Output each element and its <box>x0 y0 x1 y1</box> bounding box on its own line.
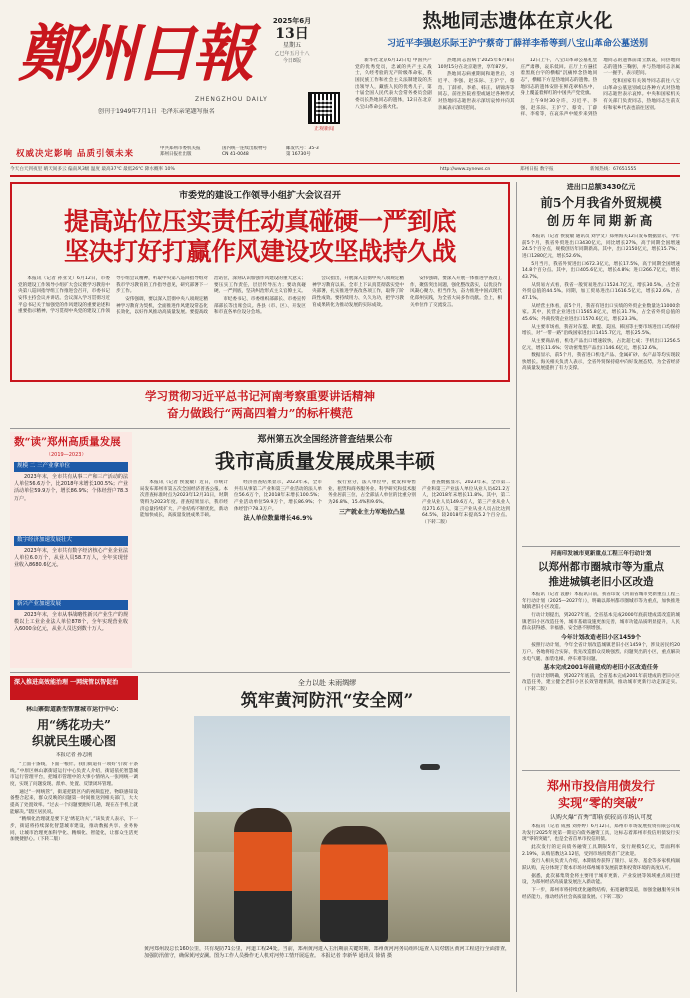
trade-p: 从经营主体看，前5个月，我省有进出口实绩的外贸企业数量达11000余家。其中，民营企业进出口1565.8亿元，增长31.7%，占全省外贸总值的45.6%；外商投资企业进出口1570.6亿元，增长23.3%。 <box>522 303 680 322</box>
sidebar-sec-text: 2023年末，全市共有数字经济核心产业企业法人单位6.0万个，从业人员58.7万人，全年实现营业收入8680.6亿元。 <box>14 547 128 569</box>
top-story <box>355 8 680 160</box>
invest-p: 发行人相关负责人介绍，本期债券获得了银行、证券、基金等多家机构踊跃认购，充分体现了资本市场对郑州城市发展前景和投资环境的高度认可。 <box>522 859 680 871</box>
theme-banner <box>10 388 510 426</box>
qr-code[interactable] <box>308 92 340 124</box>
masthead-title: 鄭州日報 <box>18 18 251 90</box>
issue-day: 13日 <box>275 26 309 43</box>
trade-p: 从主要市场看，我省对东盟、欧盟、美国、韩国等主要市场进出口均保持增长，对“一带一路”沿线国家进出口1415.7亿元，增长25.5%。 <box>522 324 680 337</box>
trade-p: 本报讯（记者 侯爱敏 通讯员 刘学文）郑州海关12日发布数据显示，今年前5个月，我省外贸进出口3430亿元，同比增长27%，高于同期全国增速24.5个百分点，规模创历年同期新高。其中，出口2150亿元，增长15.7%；进口1280亿元，增长52.6%。 <box>522 234 680 259</box>
census-p: 普查数据显示，2023年末，全市第二产业和第三产业法人单位从业人员421.2万人，比2018年末增长11.8%。其中，第二产业从业人员149.6万人，第三产业从业人员271.6万人，第三产业从业人员占比达到64.5%，较2018年末提高5.2个百分点。（下转二版） <box>422 480 510 525</box>
trade-p: 5月当月，我省外贸进出口672.3亿元，增长17.5%，高于同期全国增速14.8个百分点。其中，出口405.6亿元，增长4.8%；进口266.7亿元，增长43.7%。 <box>522 261 680 280</box>
lead-kicker: 市委党的建设工作领导小组扩大会议召开 <box>178 191 341 201</box>
census-p: 按行业分，法人单位中，批发和零售业、租赁和商务服务业、科学研究和技术服务业居前三位，占全部法人单位的比重分别为26.8%、15.4%和9.6%。 <box>328 480 416 505</box>
governance-banner-text: 深入推进高效能治理 一网统管以智促治 <box>14 679 119 686</box>
top-p: 上午9时30分许，习近平、李强、赵乐际、王沪宁、蔡奇、丁薛祥、李希等，在哀乐声中缓步来到热地同志的遗体前肃立默哀，向热地同志的遗体三鞠躬，并与热地同志亲属一一握手，表示慰问。 <box>520 58 680 118</box>
invest-subhead: 认购火爆“首秀”即斩获较高市场认可度 <box>549 814 653 821</box>
lead-body <box>18 276 502 376</box>
worker-1 <box>234 808 292 942</box>
weather-bar <box>10 165 680 174</box>
issue-weekday: 星期五 <box>282 42 301 50</box>
inscription: 毛泽东亲笔题写报名 <box>160 108 215 115</box>
issue-lunar: 乙巳年五月十八 <box>274 50 310 57</box>
invest-p: 下一步，郑州市将持续优化融资结构，拓宽融资渠道，加强金融服务实体经济能力，推动经济社会高质量发展。（下转二版） <box>522 887 680 900</box>
governance-p: 通过“一网统管”，街道把辖区内的视频监控、物联感知设备整合起来，群众反映的问题第一时间推送到相关部门，大大提高了处置效率。“过去一个问题要跑好几趟，现在在手机上就能解决。”辖区居民说。 <box>10 789 138 815</box>
founded-date: 创刊于1949年7月1日 <box>98 108 157 115</box>
governance-story <box>10 676 138 992</box>
publisher: 中共郑州市委机关报 郑州日报社出版 <box>160 146 201 157</box>
website-link[interactable]: http://www.zynews.cn <box>440 167 491 172</box>
sidebar-sec <box>14 600 128 635</box>
governance-byline: 本报记者 孙志刚 <box>55 752 93 758</box>
worker-2 <box>320 826 388 942</box>
invest-p: 据悉，此次募集资金将主要用于城市更新、产业发展等领域重点项目建设，为郑州经济高质量发展注入新动能。 <box>522 873 680 886</box>
renovation-body <box>522 592 680 766</box>
census-p: 经济普查结果显示，2023年末，全市共有从事第二产业和第三产业活动的法人单位56.6万个，比2018年末增长100.5%；产业活动单位59.9万个，增长86.9%；个体经营户78.3万户。 <box>234 480 322 512</box>
census-kicker: 郑州第五次全国经济普查结果公布 <box>257 435 393 445</box>
lead-headline-1: 提高站位压实责任动真碰硬一严到底 <box>63 207 456 236</box>
trade-story <box>522 182 680 544</box>
invest-headline-2: 实现“零的突破” <box>558 796 644 810</box>
digital-edition[interactable]: 郑州日报 数字报 <box>520 167 554 172</box>
renovation-p: 本报讯（记者 袁静）本报讯日前，我省印发《河南省城市更新重点工程三年行动计划（2025—2027年）》，明确以郑州都市圈城市等为重点，加快推进城镇老旧小区改造。 <box>522 592 680 611</box>
invest-story <box>522 774 680 992</box>
governance-body <box>10 762 138 990</box>
renovation-headline-2: 推进城镇老旧小区改造 <box>548 576 654 588</box>
sidebar-sec-head: 规模 二 三产业拿单位 <box>14 462 128 472</box>
renovation-p: 行动计划提出，到2027年底，全省基本完成2000年底前建成需改造的城镇老旧小区改造任务，城市基础设施更加完善，城市功能品质明显提升，人民群众获得感、幸福感、安全感不断增强。 <box>522 612 680 632</box>
invest-headline-1: 郑州市投信用债发行 <box>546 779 655 793</box>
top-p: 热地同志因病于2025年6月8日10时15分在北京逝世，享年87岁。 <box>437 58 515 70</box>
trade-headline-2: 创历年同期新高 <box>546 213 656 228</box>
top-p: 12日上午，八宝山革命公墓礼堂庄严肃穆，哀乐低回。正厅上方悬挂着黑底白字的横幅“沉痛悼念热地同志”，横幅下方是热地同志的遗像。热地同志的遗体安卧在鲜花翠柏丛中，身上覆盖着鲜红的中国共产党党旗。 <box>520 58 598 97</box>
trade-headline-1: 前5个月我省外贸规模 <box>540 195 662 210</box>
flood-story <box>144 676 510 992</box>
issue-pages: 今日8版 <box>282 58 302 65</box>
trade-kicker: 进出口总额3430亿元 <box>566 183 636 191</box>
governance-p: “精细化治理就是要下足‘绣花功夫’。”该负责人表示，下一步，街道将持续深化智慧城市建设，推动数据共享、业务协同，让城市治理更加科学化、精细化、智能化，让群众生活更加便捷舒心。（下转二版） <box>10 817 138 843</box>
lead-p: 会议指出，开展深入贯彻中央八项规定精神学习教育以来，全市上下认真贯彻落实党中央部署，扎实推进学查改各项工作，取得了阶段性成效。要持续用力、久久为功，把学习教育成果转化为推动发展的实际成效。 <box>312 276 404 308</box>
top-headline: 热地同志遗体在京火化 <box>422 10 613 32</box>
renovation-kicker: 河南印发城市更新重点工程三年行动计划 <box>550 551 652 557</box>
governance-p: “上面千条线，下面一根针。我们街道有一项好‘引领’千条线。”中原区林山寨街道运行中心负责人介绍，街道依托智慧城市运行管理平台，把城市管理中的大事小情纳入一张网统一调度，实现了问题发现、派单、处置、反馈闭环管理。 <box>10 762 138 787</box>
trade-p: 从贸易方式看，我省一般贸易进出口1524.7亿元，增长30.5%，占全省外贸总值的44.5%。同期，加工贸易进出口1616.5亿元，增长22.6%，占47.1%。 <box>522 282 680 301</box>
top-p: 新华社北京6月12日电 中国共产党的优秀党员，忠诚的共产主义战士，久经考验的无产阶级革命家，我国民族工作和社会主义法制建设的杰出领导人，藏族人民的优秀儿子，第十届全国人民代表大会常务委员会副委员长热地同志的遗体，12日在北京八宝山革命公墓火化。 <box>355 58 432 110</box>
news-hotline: 新闻热线：67651555 <box>590 167 637 172</box>
top-p: 热地同志病重期间和逝世后，习近平、李强、赵乐际、王沪宁、蔡奇、丁薛祥、李希、韩正、胡锦涛等同志，前往医院看望或通过各种形式对热地同志逝世表示深切哀悼并向其亲属表示深切慰问。 <box>437 72 515 111</box>
masthead-pinyin: ZHENGZHOU DAILY <box>195 96 268 103</box>
lead-p: 安伟强调，要以深入贯彻中央八项规定精神学习教育为契机，全面推进作风建设常态化长效化，以好作风推动高质量发展。要提高政治站位，深刻认识加强作风建设的重大意义；要压实工作责任，层层传导压力；要动真碰硬、一严到底，坚决纠治形式主义官僚主义。 <box>116 276 306 316</box>
renovation-headline-1: 以郑州都市圈城市等为重点 <box>538 561 664 573</box>
census-subhead: 法人单位数量增长46.9% <box>243 515 313 523</box>
sidebar-sec-head: 新兴产业加速发展 <box>14 600 128 610</box>
flood-kicker: 全力以赴 未雨绸缪 <box>297 679 357 687</box>
lead-p: 市纪委书记、市委组织部部长、市委宣传部部长等出席会议。各县（市、区）、开发区和市直各单位设分会场。 <box>214 296 306 316</box>
pub-number: 国内统一连续出版物号 CN 41-0048 <box>222 146 267 157</box>
renovation-p: 行动计划明确，到2027年底前，全省基本完成2001年前建成的老旧小区改造任务，建立健全老旧小区长效管理机制，推动城市更新行动走深走实。（下转二版） <box>522 673 680 692</box>
top-body <box>355 58 680 160</box>
data-sidebar <box>10 432 132 668</box>
flood-photo <box>194 716 510 942</box>
flood-headline: 筑牢黄河防汛“安全网” <box>240 691 414 711</box>
issue-date: 2025年6月 <box>272 17 312 25</box>
trade-body <box>522 234 680 540</box>
lead-story <box>10 182 510 382</box>
slogan: 权威决定影响 品质引领未来 <box>16 149 134 159</box>
flood-caption: 黄河郑州段总长160公里，共有堤防71公里，河道工程24处。当前，郑州黄河进入主汛期前关键时期，郑州黄河河务局组织巡查人员对辖区黄河工程进行全面排查，加强防汛值守，确保黄河安澜。图为工作人员操作无人机对河势工情开展巡查。 本报记者 李新华 通讯员 徐倩 摄 <box>144 946 510 960</box>
weather-text: 今天白天到夜里 晴天间多云 偏南风3级 温度 最高37℃ 最低26℃ 降水概率 10% <box>10 167 175 172</box>
trade-p: 数据显示，前5个月，我省进口机电产品、金属矿砂、农产品等均实现较快增长。海关相关负责人表示，全省外贸保持稳中向好发展态势，为全省经济高质量发展提供了有力支撑。 <box>522 353 680 372</box>
sidebar-sec-head: 数字经济加速发展壮大 <box>14 536 128 546</box>
lead-p: 安伟强调，要深入开展一体推进学查改工作，聚焦突出问题，强化整改落实，以优良作风凝心聚力、担当作为，奋力推进中国式现代化郑州实践，为全省大局多作贡献。会上，相关单位作了交流发言。 <box>410 276 502 308</box>
invest-p: 本报讯（记者 成燕 刘亦婷）6月12日，郑州市市场发展投资有限公司成功发行2025年度第一期定向债务融资工具，这标志着郑州市投信用债发行实现“零的突破”，也是全省首单市投信用债。 <box>522 824 680 843</box>
census-headline: 我市高质量发展成果丰硕 <box>215 449 435 473</box>
sidebar-sec <box>14 536 128 571</box>
postcode: 邮发代号：35-3 第 16730号 <box>286 146 319 157</box>
top-p: 党和国家有关领导同志前往八宝山革命公墓送别或以各种方式对热地同志逝世表示哀悼。中央和国家机关有关部门负责同志，热地同志生前友好和家乡代表也前往送别。 <box>603 78 680 111</box>
census-body <box>140 480 510 666</box>
sidebar-years: （2019—2023） <box>46 452 87 458</box>
renovation-subhead: 基本完成2001年前建成的老旧小区改造任务 <box>543 665 659 672</box>
top-subhead: 习近平李强赵乐际王沪宁蔡奇丁薛祥李希等到八宝山革命公墓送别 <box>386 39 648 49</box>
census-story <box>140 432 510 668</box>
sidebar-sec <box>14 462 128 504</box>
governance-title-2: 织就民生暖心图 <box>31 734 116 748</box>
renovation-story <box>522 550 680 768</box>
governance-title-1: 用“绣花功夫” <box>37 718 111 732</box>
trade-p: 从主要商品看，机电产品出口增速较快，占比超七成；手机出口1256.5亿元，增长11.6%；劳动密集型产品出口146.6亿元，增长12.6%。 <box>522 338 680 351</box>
sidebar-sec-text: 2023年末，全市共有从事二产和三产活动的法人单位56.6万个，比2018年末增长100.5%；产业活动单位59.9万个，增长86.9%；个体经营户78.3万户。 <box>14 473 128 502</box>
census-subhead: 三产就业主力军地位凸显 <box>338 508 405 516</box>
invest-p: 此次发行的定向债务融资工具期限5年，发行规模5亿元，票面利率2.19%，认购倍数达3.12倍，受到市场投资者广泛欢迎。 <box>522 844 680 857</box>
renovation-p: 按照行动计划，今年全省计划改造城镇老旧小区1459个，涉及居民约20万户。各地将结合实际，优先改造群众反映强烈、问题突出的小区，重点解决水电气暖、加装电梯、停车难等问题。 <box>522 643 680 662</box>
lead-headline-2: 坚决打好打赢作风建设攻坚战持久战 <box>63 237 456 266</box>
drone-icon <box>420 764 440 770</box>
governance-banner <box>10 676 138 700</box>
qr-label: 正观新闻 <box>313 126 334 132</box>
banner-line-1: 学习贯彻习近平总书记河南考察重要讲话精神 <box>145 389 375 403</box>
census-p: 本报讯（记者 侯爱敏）近日，市统计局发布郑州市第五次全国经济普查公报。本次普查标准时点为2023年12月31日，时期资料为2023年度。普查结果显示，我市经济总量持续扩大，产业结构不断优化，新动能加快成长，高质量发展成果丰硕。 <box>140 480 228 519</box>
invest-body <box>522 824 680 990</box>
governance-footer: 林山寨街道新型智慧城市运行中心： <box>25 706 122 713</box>
sidebar-sec-text: 2023年末，全市从事战略性新兴产业生产的规模以上工业企业法人单位878个，全年实现营业收入6000余亿元，从业人员达到数十万人。 <box>14 611 128 633</box>
lead-p: 本报讯（记者 孙亚文）6月12日，市委党的建设工作领导小组扩大会议暨学习教育中央第八巡回指导组工作推进会召开，市委书记安伟主持会议并讲话。会议深入学习贯彻习近平总书记关于加强党的作风建设的重要论述和重要指示精神，学习贯彻中央党的建设工作领导小组会议精神，听取中央第八巡回指导组对我市学习教育的工作指导意见，研究部署下一步工作。 <box>18 276 208 315</box>
sidebar-title: 数“读”郑州高质量发展 <box>14 436 121 448</box>
banner-line-2: 奋力做践行“两高四着力”的标杆模范 <box>167 406 353 420</box>
renovation-subhead: 今年计划改造老旧小区1459个 <box>561 634 641 641</box>
